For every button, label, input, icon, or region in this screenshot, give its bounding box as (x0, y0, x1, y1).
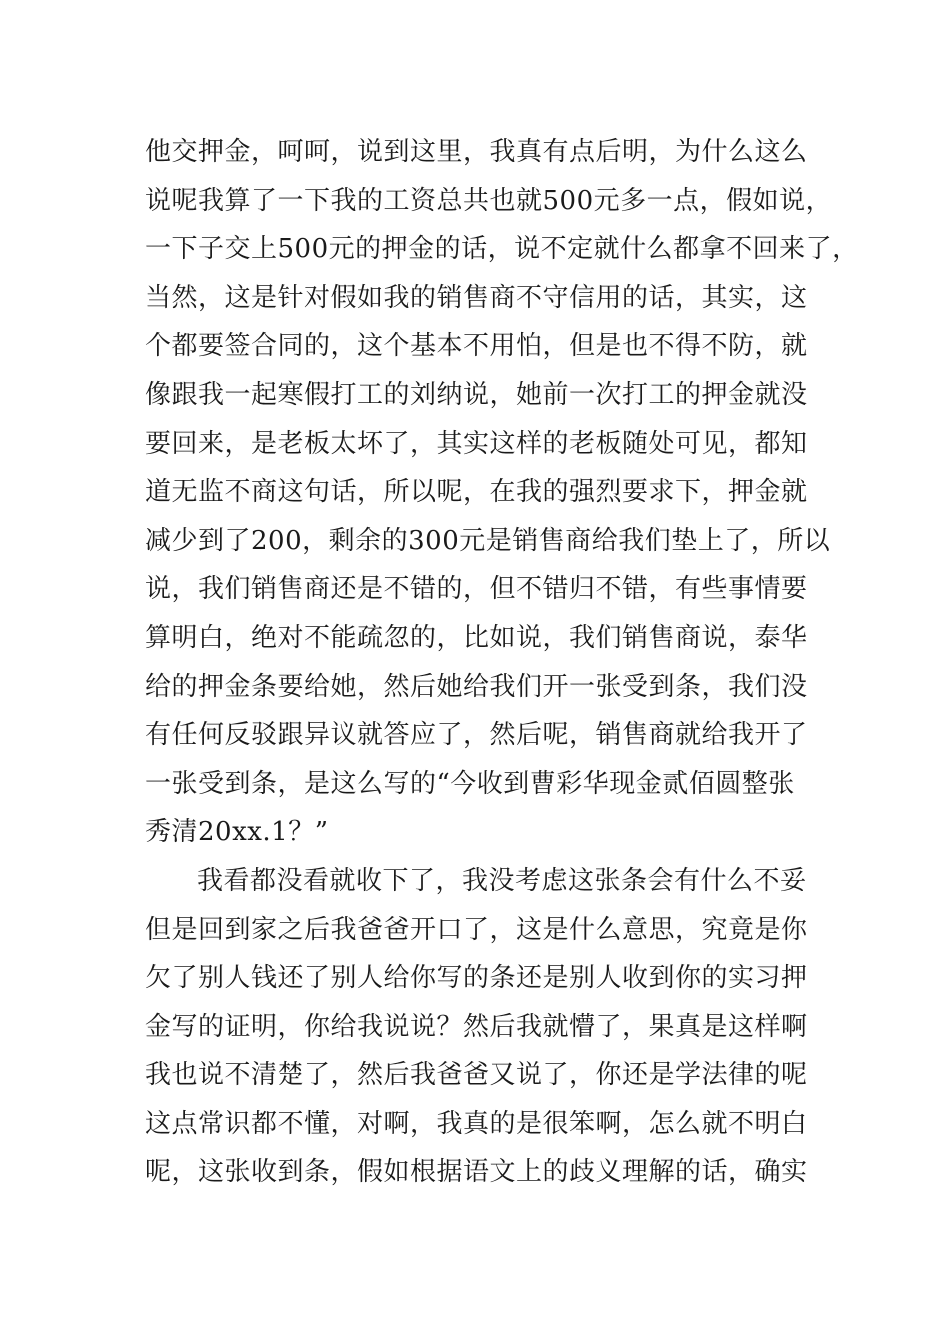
paragraph-2 (145, 857, 835, 1197)
text-line: 给的押金条要给她，然后她给我们开一张受到条，我们没 (145, 671, 808, 702)
text-line: 金写的证明，你给我说说？然后我就懵了，果真是这样啊 (145, 1011, 808, 1042)
text-line: 我看都没看就收下了，我没考虑这张条会有什么不妥 (197, 865, 807, 896)
text-line: 呢，这张收到条，假如根据语文上的歧义理解的话，确实 (145, 1157, 808, 1188)
text-line: 但是回到家之后我爸爸开口了，这是什么意思，究竟是你 (145, 914, 808, 945)
text-line: 减少到了200，剩余的300元是销售商给我们垫上了，所以 (145, 525, 831, 556)
text-line: 有任何反驳跟异议就答应了，然后呢，销售商就给我开了 (145, 720, 808, 751)
text-line: 我也说不清楚了，然后我爸爸又说了，你还是学法律的呢 (145, 1060, 808, 1091)
text-line: 要回来，是老板太坏了，其实这样的老板随处可见，都知 (145, 428, 808, 459)
text-line: 一张受到条，是这么写的“今收到曹彩华现金贰佰圆整张 (145, 768, 795, 799)
text-line: 算明白，绝对不能疏忽的，比如说，我们销售商说，泰华 (145, 622, 808, 653)
paragraph-1 (145, 128, 859, 857)
text-line: 像跟我一起寒假打工的刘纳说，她前一次打工的押金就没 (145, 379, 808, 410)
text-line: 当然，这是针对假如我的销售商不守信用的话，其实，这 (145, 282, 808, 313)
document-body (145, 128, 859, 1197)
text-line: 欠了别人钱还了别人给你写的条还是别人收到你的实习押 (145, 963, 808, 994)
text-line: 他交押金，呵呵，说到这里，我真有点后明，为什么这么 (145, 137, 808, 167)
text-line: 这点常识都不懂，对啊，我真的是很笨啊，怎么就不明白 (145, 1108, 808, 1139)
text-line: 个都要签合同的，这个基本不用怕，但是也不得不防，就 (145, 331, 808, 362)
text-line: 说，我们销售商还是不错的，但不错归不错，有些事情要 (145, 574, 808, 605)
text-line: 秀清20xx.1？” (145, 817, 329, 848)
text-line: 一下子交上500元的押金的话，说不定就什么都拿不回来了， (145, 234, 859, 265)
text-line: 道无监不商这句话，所以呢，在我的强烈要求下，押金就 (145, 477, 808, 508)
text-line: 说呢我算了一下我的工资总共也就500元多一点，假如说， (145, 185, 833, 216)
